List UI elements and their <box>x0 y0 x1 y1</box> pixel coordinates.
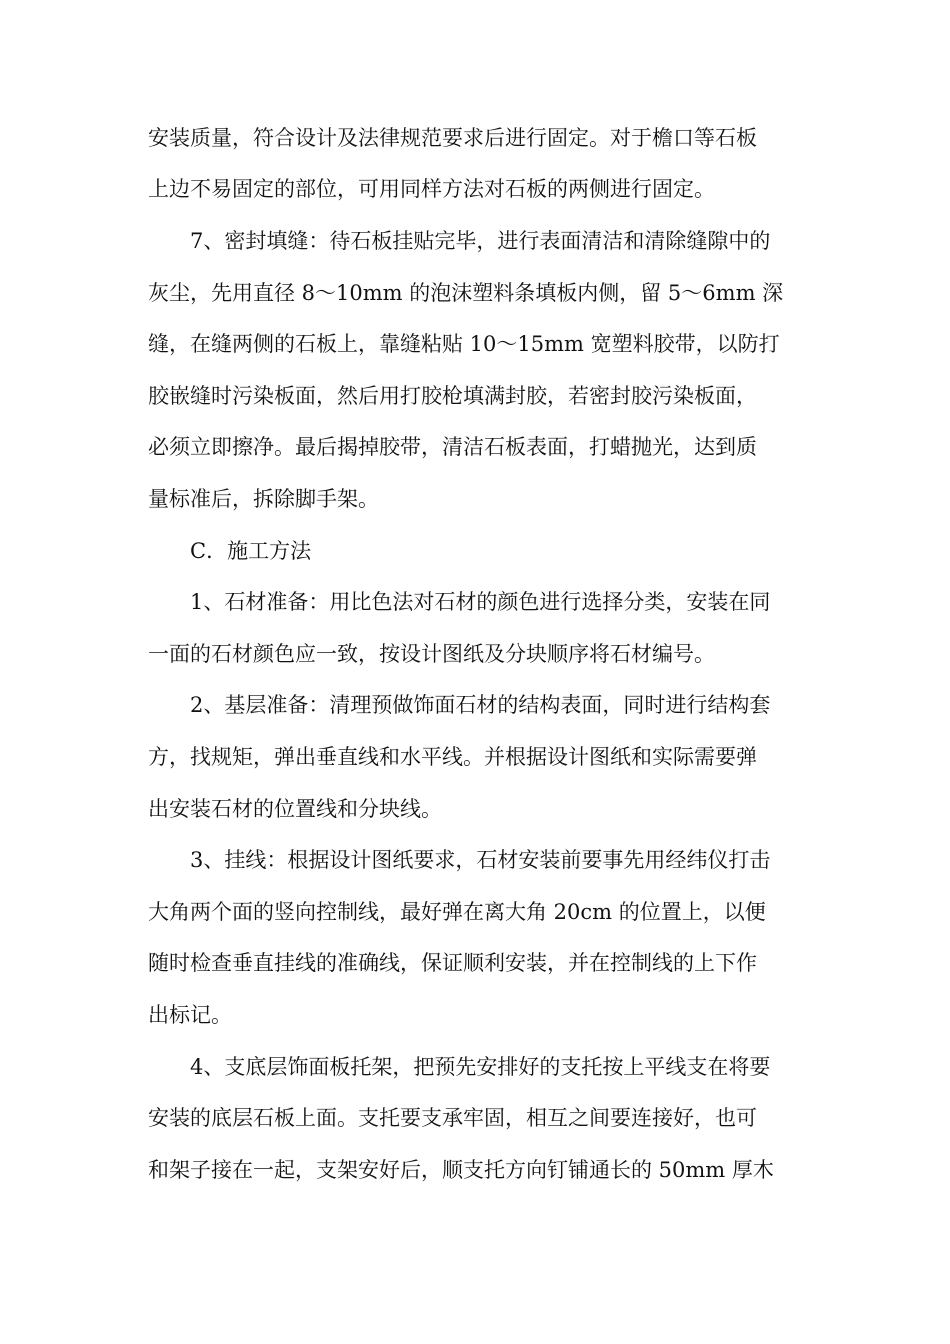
text-line: 量标准后，拆除脚手架。 <box>148 487 379 511</box>
text-line: 随时检查垂直挂线的准确线，保证顺利安装，并在控制线的上下作 <box>148 951 757 975</box>
text-line: 出安装石材的位置线和分块线。 <box>148 797 442 821</box>
text-line: 安装质量，符合设计及法律规范要求后进行固定。对于檐口等石板 <box>148 126 757 150</box>
text-line: 大角两个面的竖向控制线，最好弹在离大角 20cm 的位置上，以便 <box>148 900 766 924</box>
text-line: 1、石材准备：用比色法对石材的颜色进行选择分类，安装在同 <box>148 590 771 614</box>
text-line: 灰尘，先用直径 8～10mm 的泡沫塑料条填板内侧，留 5～6mm 深 <box>148 281 784 305</box>
text-line: 上边不易固定的部位，可用同样方法对石板的两侧进行固定。 <box>148 177 715 201</box>
text-line: 4、支底层饰面板托架，把预先安排好的支托按上平线支在将要 <box>148 1055 771 1079</box>
text-line: 方，找规矩，弹出垂直线和水平线。并根据设计图纸和实际需要弹 <box>148 745 757 769</box>
text-line: 和架子接在一起，支架安好后，顺支托方向钉铺通长的 50mm 厚木 <box>148 1158 774 1182</box>
text-line: 7、密封填缝：待石板挂贴完毕，进行表面清洁和清除缝隙中的 <box>148 229 771 253</box>
section-heading: C．施工方法 <box>148 539 312 563</box>
text-line: 一面的石材颜色应一致，按设计图纸及分块顺序将石材编号。 <box>148 642 715 666</box>
text-line: 胶嵌缝时污染板面，然后用打胶枪填满封胶，若密封胶污染板面， <box>148 384 757 408</box>
text-line: 2、基层准备：清理预做饰面石材的结构表面，同时进行结构套 <box>148 693 771 717</box>
text-line: 必须立即擦净。最后揭掉胶带，清洁石板表面，打蜡抛光，达到质 <box>148 435 757 459</box>
text-line: 3、挂线：根据设计图纸要求，石材安装前要事先用经纬仪打击 <box>148 848 771 872</box>
text-line: 安装的底层石板上面。支托要支承牢固，相互之间要连接好，也可 <box>148 1106 757 1130</box>
text-line: 缝，在缝两侧的石板上，靠缝粘贴 10～15mm 宽塑料胶带，以防打 <box>148 332 780 356</box>
text-line: 出标记。 <box>148 1003 232 1027</box>
